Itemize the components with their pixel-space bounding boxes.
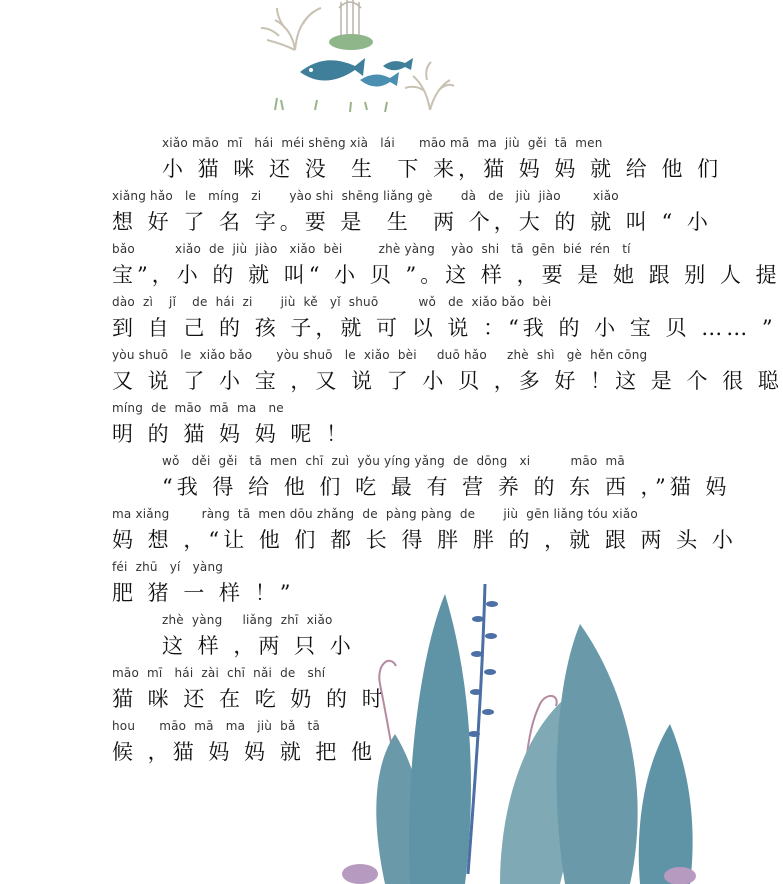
pinyin-line: ma xiǎng ràng tā men dōu zhǎng de pàng pàng de jiù gēn liǎng tóu xiǎo (112, 507, 638, 521)
fish-and-coral-icon (255, 0, 455, 118)
text-line (112, 234, 781, 287)
pinyin-line: bǎo xiǎo de jiù jiào xiǎo bèi zhè yàng yào shi tā gēn bié rén tí (112, 242, 631, 256)
pinyin-line: hou māo mā ma jiù bǎ tā (112, 719, 321, 733)
pinyin-line: dào zì jǐ de hái zi jiù kě yǐ shuō wǒ de xiǎo bǎo bèi (112, 295, 552, 309)
hanzi-line: “我 得 给 他 们 吃 最 有 营 养 的 东 西 ，”猫 妈 (162, 475, 731, 499)
text-line (112, 287, 777, 340)
pinyin-line: zhè yàng liǎng zhī xiǎo (162, 613, 333, 627)
pinyin-line: yòu shuō le xiǎo bǎo yòu shuō le xiǎo bèi duō hǎo zhè shì gè hěn cōng (112, 348, 648, 362)
hanzi-line: 候 ，猫 妈 妈 就 把 他 (112, 740, 377, 764)
hanzi-line: 猫 咪 还 在 吃 奶 的 时 (112, 687, 387, 711)
hanzi-line: 明 的 猫 妈 妈 呢 ！ (112, 422, 352, 446)
seaweed-leaves-icon (350, 574, 700, 884)
text-line (112, 181, 712, 234)
text-line (112, 128, 723, 181)
pinyin-line: xiǎng hǎo le míng zi yào shi shēng liǎng gè dà de jiù jiào xiǎo (112, 189, 619, 203)
hanzi-line: 肥 猪 一 样 ！” (112, 581, 295, 605)
stem-icon (468, 584, 498, 874)
pinyin-line: féi zhū yí yàng (112, 560, 224, 574)
hanzi-line: 宝”，小 的 就 叫“ 小 贝 ”。这 样 ，要 是 她 跟 别 人 提 (112, 263, 781, 287)
pinyin-line: wǒ děi gěi tā men chī zuì yǒu yíng yǎng de dōng xi māo mā (162, 454, 625, 468)
pinyin-line: māo mī hái zài chī nǎi de shí (112, 666, 326, 680)
hanzi-line: 想 好 了 名 字。要 是 生 两 个，大 的 就 叫 “ 小 (112, 210, 712, 234)
hanzi-line: 又 说 了 小 宝 ，又 说 了 小 贝 ，多 好 ！这 是 个 很 聪 (112, 369, 783, 393)
hanzi-line: 这 样 ，两 只 小 (162, 634, 355, 658)
pinyin-line: xiǎo māo mī hái méi shēng xià lái māo mā ma jiù gěi tā men (162, 136, 603, 150)
pinyin-line: míng de māo mā ma ne (112, 401, 284, 415)
text-line (112, 340, 783, 393)
text-line (112, 393, 612, 446)
lily-pad-icon (329, 34, 373, 50)
text-line (112, 499, 737, 552)
hanzi-line: 小 猫 咪 还 没 生 下 来，猫 妈 妈 就 给 他 们 (162, 157, 723, 181)
hanzi-line: 到 自 己 的 孩 子，就 可 以 说 ：“我 的 小 宝 贝 …… ” (112, 316, 777, 340)
fish-icon (300, 58, 413, 87)
leaf-icon (376, 594, 692, 884)
text-line (112, 446, 731, 499)
hanzi-line: 妈 想 ，“让 他 们 都 长 得 胖 胖 的 ，就 跟 两 头 小 (112, 528, 737, 552)
coral-icon (261, 8, 321, 50)
